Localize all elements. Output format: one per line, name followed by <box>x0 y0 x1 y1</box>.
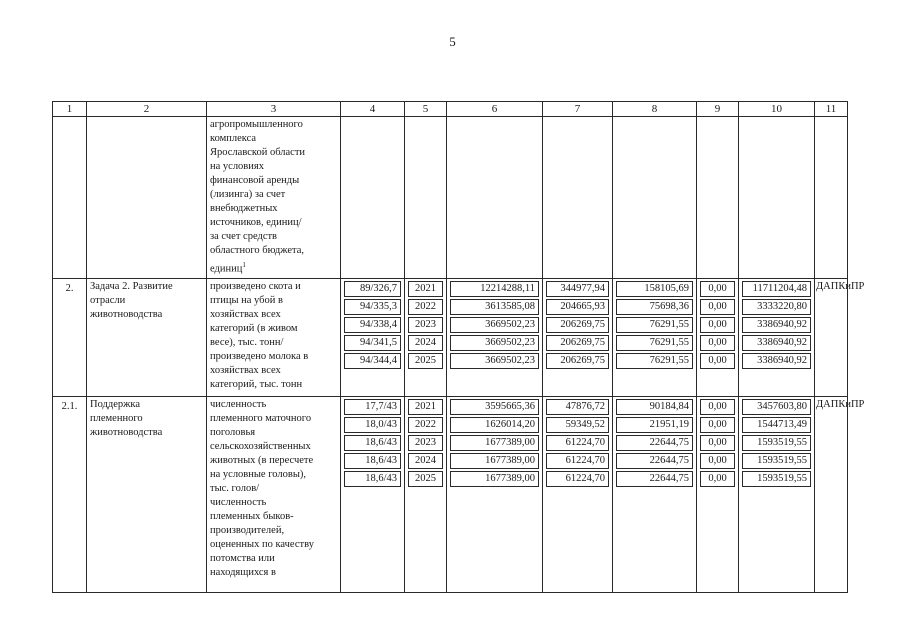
header-row <box>53 102 848 117</box>
indicator-cell: численность племенного маточного поголовья сельскохозяйственных животных (в пересчете на условные головы), тыс. голов/ численность племенных быков- производителей, оцененных по качеству потомства или находящихся в <box>207 396 341 592</box>
page-number: 5 <box>449 34 456 49</box>
amount-col10: 11711204,48 3333220,80 3386940,92 3386940,92 3386940,92 <box>739 278 815 396</box>
indicator-cell: агропромышленного комплекса Ярославской области на условиях финансовой аренды (лизинга) за счет внебюджетных источников, единиц/ за счет средств областного бюджета, единиц$^1$ <box>207 117 341 279</box>
indicator-values: 89/326,7 94/335,3 94/338,4 94/341,5 94/344,4 <box>341 278 405 396</box>
col-header-1: 1 <box>53 102 87 117</box>
col-header-3: 3 <box>207 102 341 117</box>
col-header-2: 2 <box>87 102 207 117</box>
table-row-continuation <box>53 117 848 279</box>
col-header-8: 8 <box>613 102 697 117</box>
amount-col6: 3595665,36 1626014,20 1677389,00 1677389,00 1677389,00 <box>447 396 543 592</box>
years: 2021 2022 2023 2024 2025 <box>405 278 447 396</box>
amount-col6: 12214288,11 3613585,08 3669502,23 3669502,23 3669502,23 <box>447 278 543 396</box>
task-name: Поддержка племенного животноводства <box>87 396 207 592</box>
col-header-9: 9 <box>697 102 739 117</box>
amount-col9: 0,00 0,00 0,00 0,00 0,00 <box>697 278 739 396</box>
col-header-6: 6 <box>447 102 543 117</box>
row-number: 2.1. <box>53 396 87 592</box>
amount-col7: 344977,94 204665,93 206269,75 206269,75 206269,75 <box>543 278 613 396</box>
amount-col7: 47876,72 59349,52 61224,70 61224,70 61224,70 <box>543 396 613 592</box>
col-header-4: 4 <box>341 102 405 117</box>
task-name: Задача 2. Развитие отрасли животноводства <box>87 278 207 396</box>
indicator-cell: произведено скота и птицы на убой в хозяйствах всех категорий (в живом весе), тыс. тонн/ произведено молока в хозяйствах всех категорий, тыс. тонн <box>207 278 341 396</box>
table-row <box>53 278 848 396</box>
amount-col8: 158105,69 75698,36 76291,55 76291,55 76291,55 <box>613 278 697 396</box>
amount-col9: 0,00 0,00 0,00 0,00 0,00 <box>697 396 739 592</box>
executor: ДАПКиПР <box>815 278 848 396</box>
program-table <box>52 101 865 593</box>
amount-col10: 3457603,80 1544713,49 1593519,55 1593519,55 1593519,55 <box>739 396 815 592</box>
footnote-mark: 1 <box>242 261 246 269</box>
col-header-11: 11 <box>815 102 848 117</box>
table-row <box>53 396 848 592</box>
indicator-values: 17,7/43 18,0/43 18,6/43 18,6/43 18,6/43 <box>341 396 405 592</box>
row-number: 2. <box>53 278 87 396</box>
col-header-5: 5 <box>405 102 447 117</box>
executor: ДАПКиПР <box>815 396 848 592</box>
col-header-7: 7 <box>543 102 613 117</box>
years: 2021 2022 2023 2024 2025 <box>405 396 447 592</box>
amount-col8: 90184,84 21951,19 22644,75 22644,75 22644,75 <box>613 396 697 592</box>
col-header-10: 10 <box>739 102 815 117</box>
